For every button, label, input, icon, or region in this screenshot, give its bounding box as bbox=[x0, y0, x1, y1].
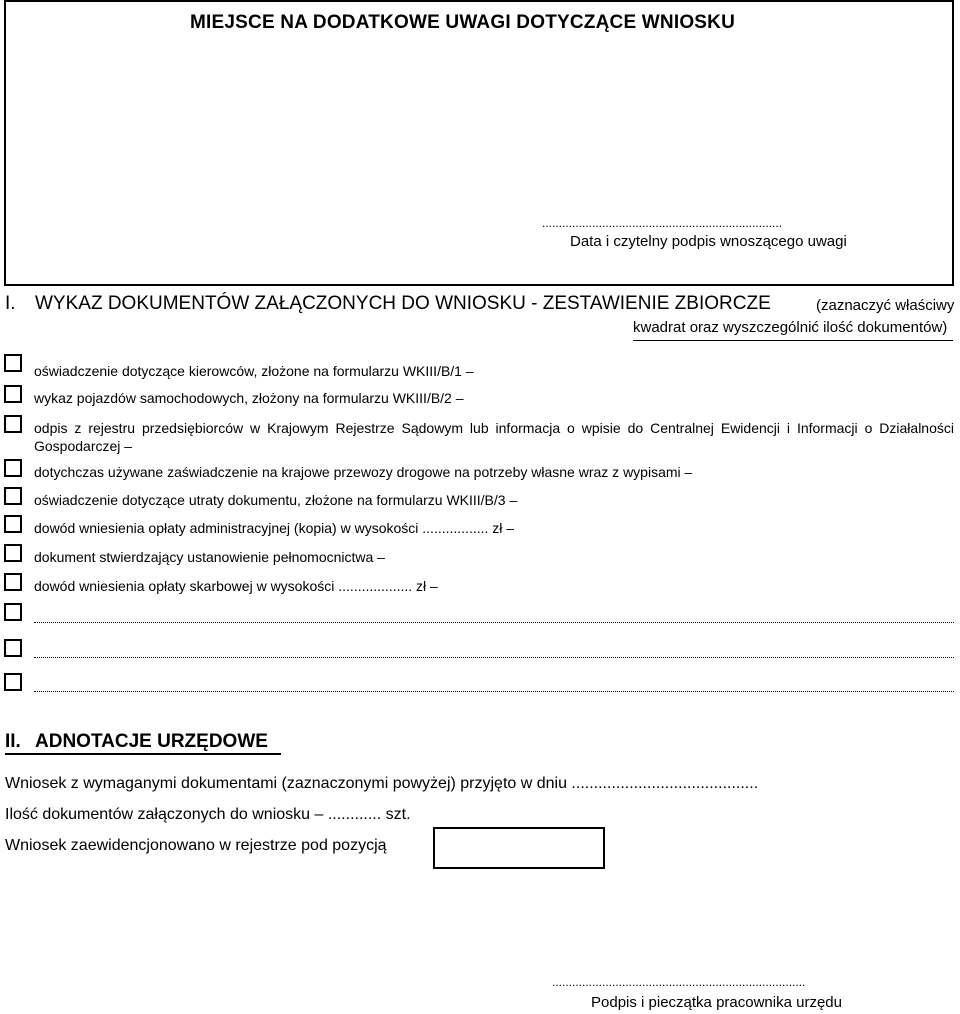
section1-heading bbox=[5, 293, 771, 315]
checkbox-other-3[interactable] bbox=[4, 673, 22, 691]
checkbox-loss-statement[interactable] bbox=[4, 487, 22, 505]
other-2-line[interactable] bbox=[34, 657, 954, 658]
checkbox-business-register-extract[interactable] bbox=[4, 415, 22, 433]
item-administrative-fee: dowód wniesienia opłaty administracyjnej (kopia) w wysokości ................. zł – bbox=[34, 520, 515, 536]
section1-hint-line1: (zaznaczyć właściwy bbox=[816, 297, 955, 314]
remarks-signature-dots: ........................................................................ bbox=[542, 216, 783, 230]
item-previous-certificate: dotychczas używane zaświadczenie na krajowe przewozy drogowe na potrzeby własne wraz z wypisami – bbox=[34, 464, 693, 480]
section2-title: ADNOTACJE URZĘDOWE bbox=[35, 731, 268, 752]
stamp-signature-label: Podpis i pieczątka pracownika urzędu bbox=[591, 994, 842, 1011]
item-stamp-duty: dowód wniesienia opłaty skarbowej w wysokości ................... zł – bbox=[34, 578, 438, 594]
checkbox-drivers-statement[interactable] bbox=[4, 354, 22, 372]
other-1-line[interactable] bbox=[34, 622, 954, 623]
section1-hint-underline bbox=[633, 340, 953, 341]
item-vehicle-list: wykaz pojazdów samochodowych, złożony na formularzu WKIII/B/2 – bbox=[34, 390, 464, 406]
checkbox-stamp-duty[interactable] bbox=[4, 573, 22, 591]
stamp-signature-dots: ............................................................................ bbox=[552, 975, 806, 989]
item-business-register-extract: odpis z rejestru przedsiębiorców w Krajowym Rejestrze Sądowym lub informacja o wpisie do Centralnej Ewidencji i Informacji o Działalności Gospodarczej – bbox=[34, 420, 954, 454]
remarks-signature-label: Data i czytelny podpis wnoszącego uwagi bbox=[570, 233, 847, 250]
item-power-of-attorney: dokument stwierdzający ustanowienie pełnomocnictwa – bbox=[34, 549, 385, 565]
item-loss-statement: oświadczenie dotyczące utraty dokumentu, złożone na formularzu WKIII/B/3 – bbox=[34, 492, 518, 508]
section1-title: WYKAZ DOKUMENTÓW ZAŁĄCZONYCH DO WNIOSKU - ZESTAWIENIE ZBIORCZE bbox=[35, 293, 771, 314]
checkbox-administrative-fee[interactable] bbox=[4, 515, 22, 533]
register-position-box[interactable] bbox=[433, 827, 605, 869]
checkbox-vehicle-list[interactable] bbox=[4, 385, 22, 403]
checkbox-power-of-attorney[interactable] bbox=[4, 544, 22, 562]
section2-number: II. bbox=[5, 731, 21, 752]
documents-count-line: Ilość dokumentów załączonych do wniosku – ............ szt. bbox=[5, 806, 411, 823]
section2-heading bbox=[5, 731, 268, 753]
section1-number: I. bbox=[5, 293, 16, 314]
checkbox-previous-certificate[interactable] bbox=[4, 459, 22, 477]
other-3-line[interactable] bbox=[34, 691, 954, 692]
checkbox-other-2[interactable] bbox=[4, 639, 22, 657]
item-drivers-statement: oświadczenie dotyczące kierowców, złożone na formularzu WKIII/B/1 – bbox=[34, 363, 474, 379]
checkbox-other-1[interactable] bbox=[4, 603, 22, 621]
accepted-date-line: Wniosek z wymaganymi dokumentami (zaznaczonymi powyżej) przyjęto w dniu .......................................... bbox=[5, 775, 759, 792]
section2-underline bbox=[5, 753, 281, 755]
section1-hint-line2: kwadrat oraz wyszczególnić ilość dokumentów) bbox=[633, 319, 948, 336]
remarks-title: MIEJSCE NA DODATKOWE UWAGI DOTYCZĄCE WNIOSKU bbox=[190, 12, 736, 33]
register-position-line: Wniosek zaewidencjonowano w rejestrze pod pozycją bbox=[5, 837, 387, 854]
